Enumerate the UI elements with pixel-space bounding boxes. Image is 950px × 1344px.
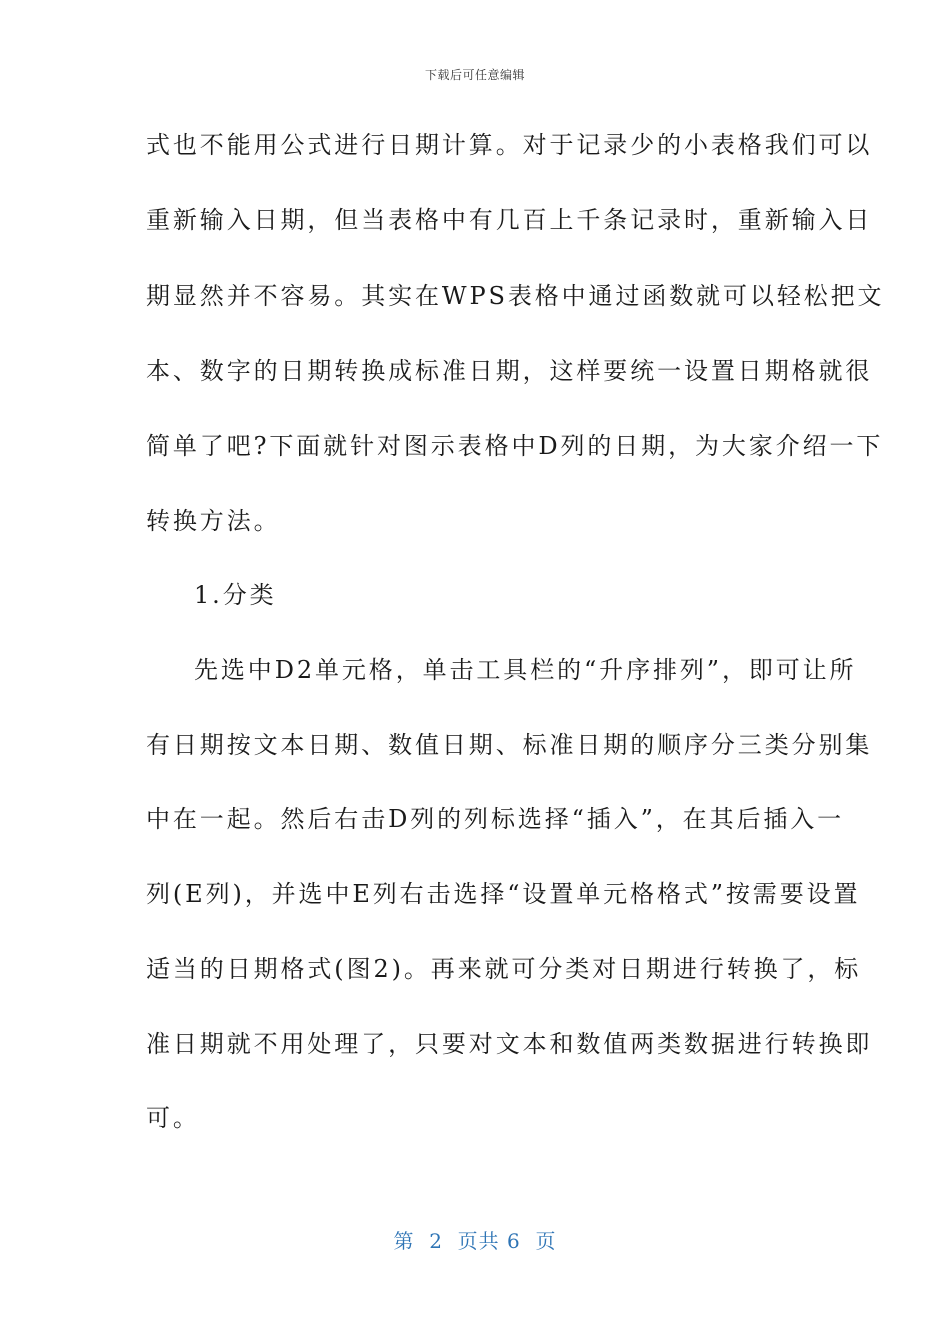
- body-line: 列(E列)，并选中E列右击选择“设置单元格格式”按需要设置: [146, 880, 861, 908]
- body-line: 先选中D2单元格，单击工具栏的“升序排列”，即可让所: [194, 656, 857, 684]
- body-line: 中在一起。然后右击D列的列标选择“插入”，在其后插入一: [146, 805, 845, 833]
- body-line: 式也不能用公式进行日期计算。对于记录少的小表格我们可以: [146, 131, 873, 159]
- section-heading: 1.分类: [194, 581, 277, 609]
- body-line: 转换方法。: [146, 507, 281, 535]
- body-line: 期显然并不容易。其实在WPS表格中通过函数就可以轻松把文: [146, 282, 885, 310]
- body-line: 简单了吧?下面就针对图示表格中D列的日期，为大家介绍一下: [146, 432, 884, 460]
- body-line: 适当的日期格式(图2)。再来就可分类对日期进行转换了，标: [146, 955, 862, 983]
- page-header: 下载后可任意编辑: [424, 68, 525, 82]
- body-line: 准日期就不用处理了，只要对文本和数值两类数据进行转换即: [146, 1030, 873, 1058]
- body-line: 重新输入日期，但当表格中有几百上千条记录时，重新输入日: [146, 206, 873, 234]
- body-line: 可。: [146, 1104, 200, 1132]
- page-number-footer: 第 2 页共 6 页: [393, 1229, 557, 1253]
- body-line: 本、数字的日期转换成标准日期，这样要统一设置日期格就很: [146, 357, 873, 385]
- body-line: 有日期按文本日期、数值日期、标准日期的顺序分三类分别集: [146, 731, 873, 759]
